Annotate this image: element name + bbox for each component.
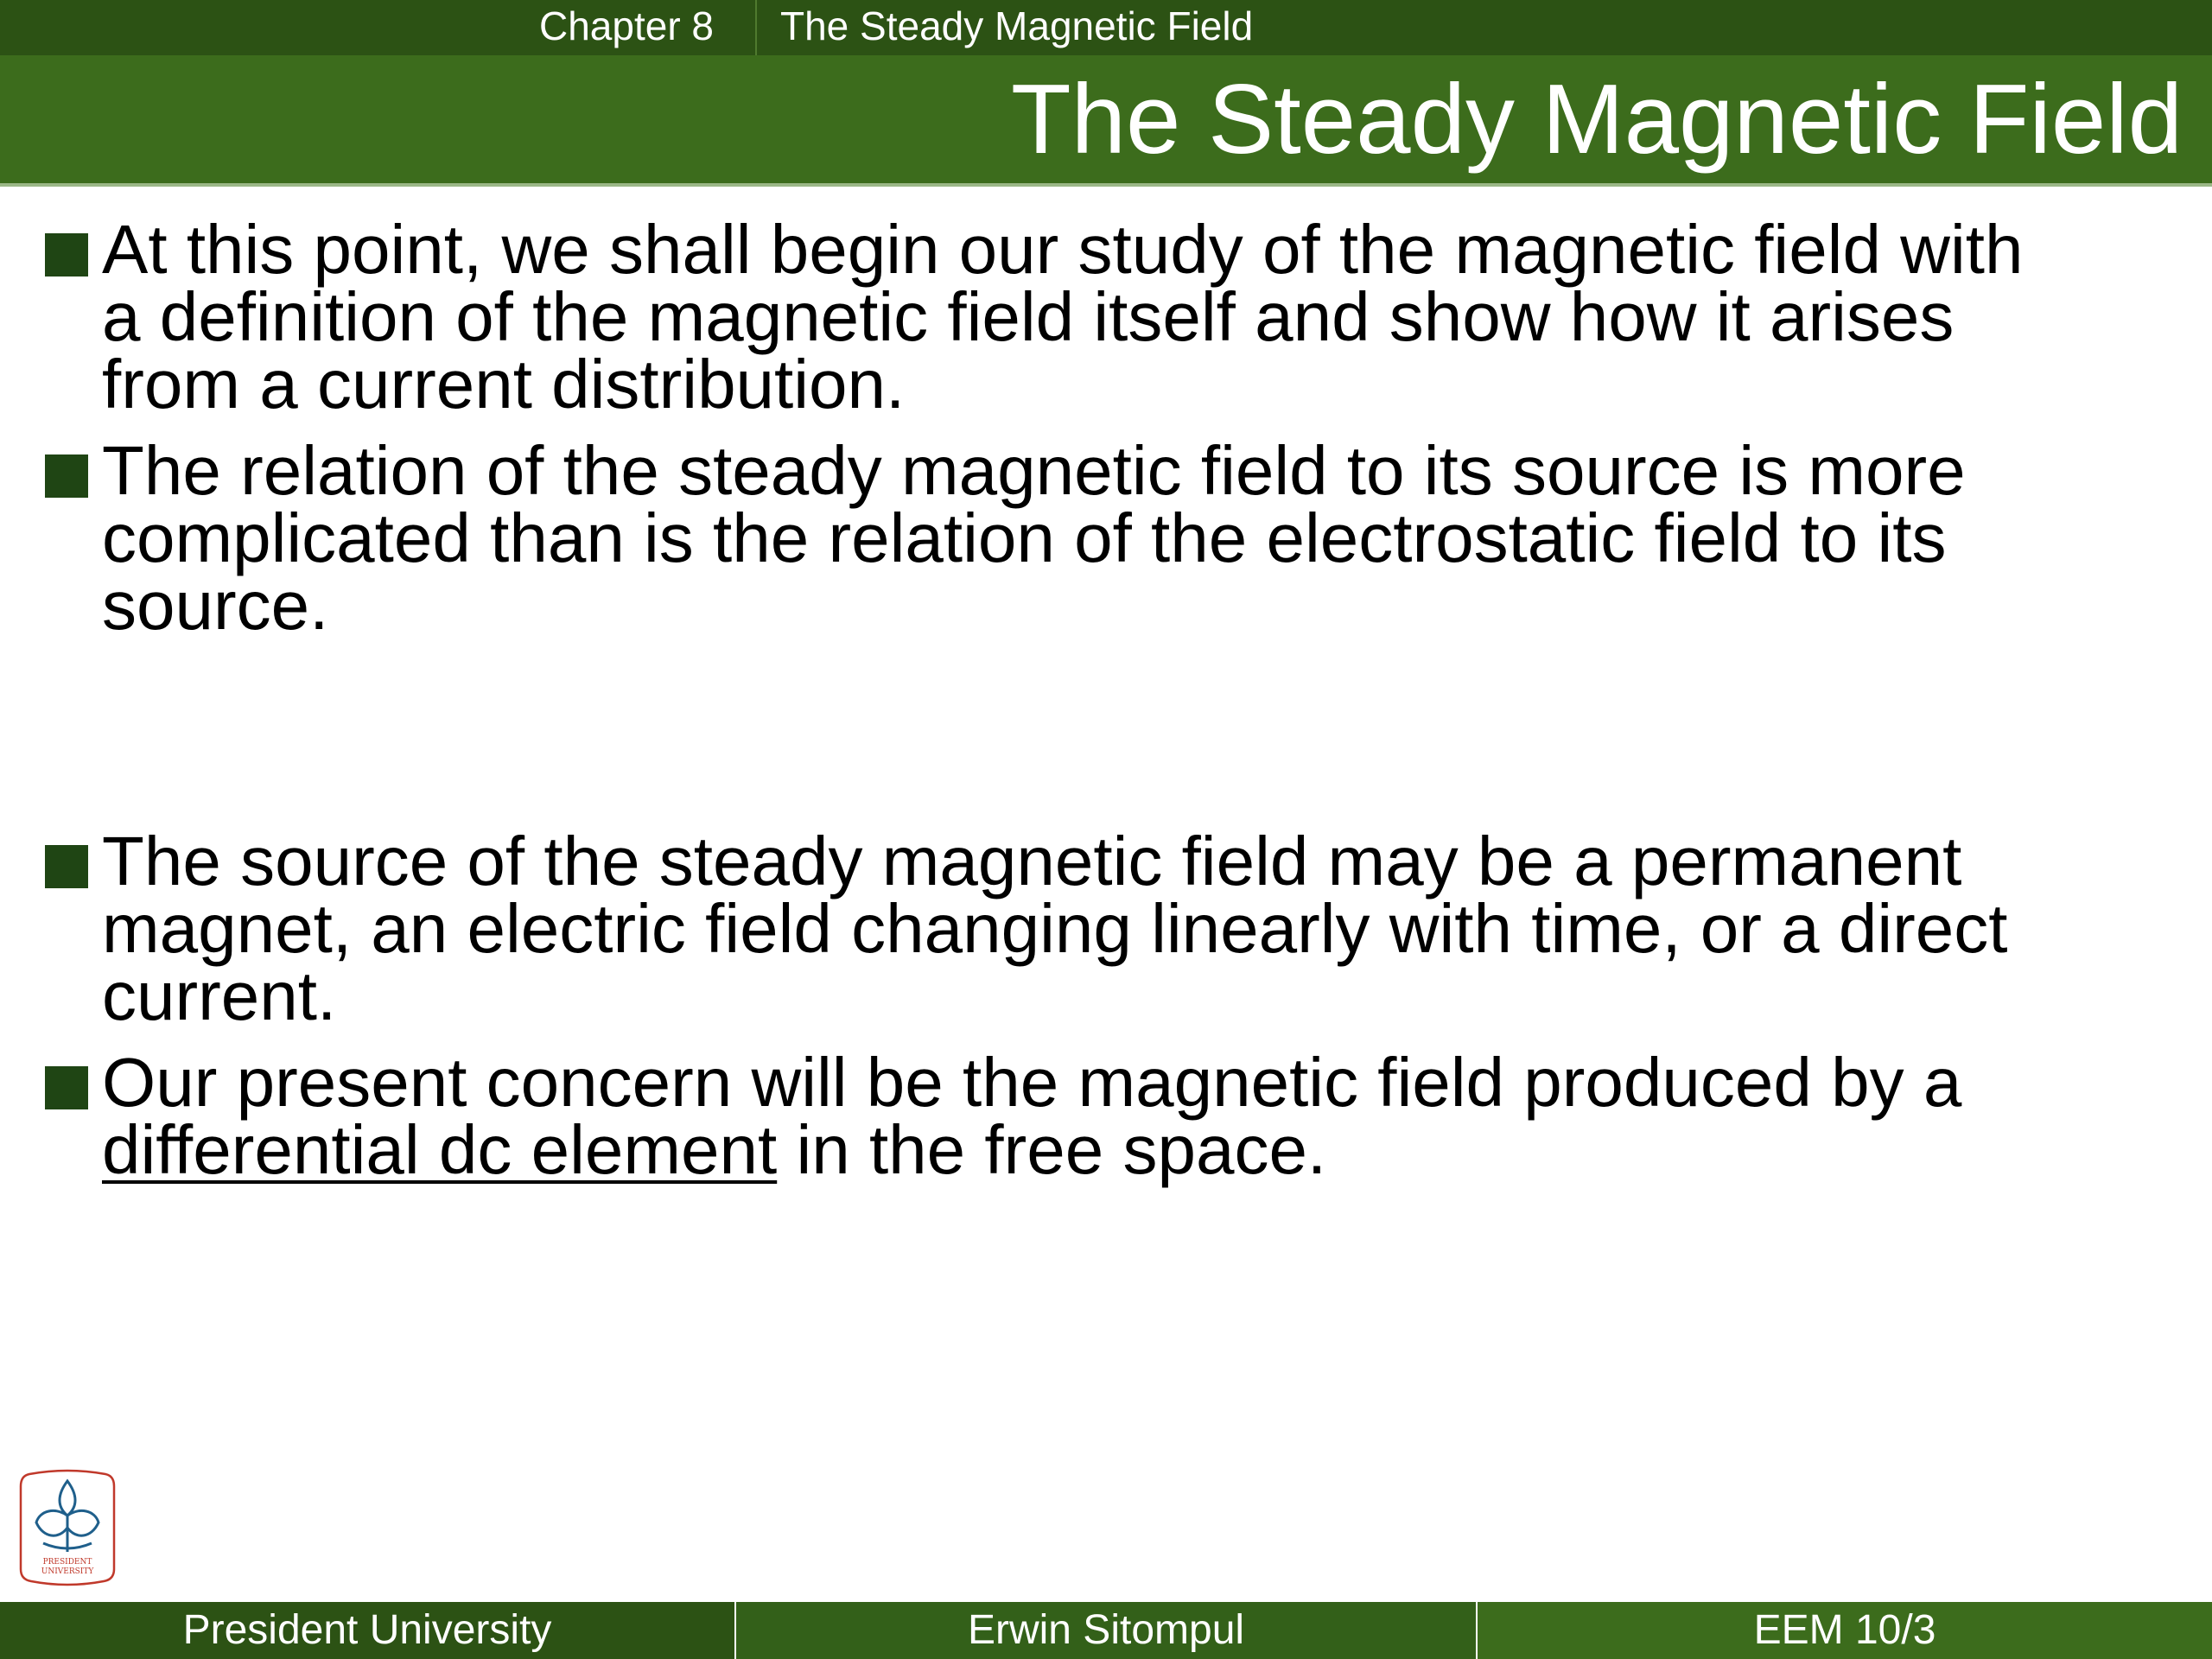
underlined-term: differential dc element bbox=[102, 1111, 778, 1188]
footer-bar bbox=[0, 1602, 2212, 1659]
footer-institution: President University bbox=[0, 1602, 734, 1659]
section-label[interactable]: The Steady Magnetic Field bbox=[780, 3, 1254, 48]
logo-text-line1: PRESIDENT bbox=[42, 1558, 92, 1567]
bullet-square-icon bbox=[45, 233, 88, 276]
bullet-square-icon bbox=[45, 454, 88, 498]
bullet-text-before: Our present concern will be the magnetic field produced by a bbox=[102, 1044, 1962, 1121]
header-divider bbox=[755, 0, 757, 55]
chapter-label[interactable]: Chapter 8 bbox=[538, 3, 714, 48]
bullet-text bbox=[102, 1044, 2193, 1188]
logo-text-line2: UNIVERSITY bbox=[41, 1567, 94, 1576]
footer-author: Erwin Sitompul bbox=[736, 1602, 1476, 1659]
title-bar bbox=[0, 55, 2212, 185]
footer-course-page: EEM 10/3 bbox=[1478, 1602, 2212, 1659]
slide-title: The Steady Magnetic Field bbox=[1010, 65, 2183, 175]
bullet-text: At this point, we shall begin our study of the magnetic field with a definition of the magnetic field itself and show how it arises from a current distribution. bbox=[102, 211, 2024, 423]
bullet-square-icon bbox=[45, 1066, 88, 1109]
bullet-text: The source of the steady magnetic field may be a permanent magnet, an electric field changing linearly with time, or a direct current. bbox=[102, 823, 2008, 1034]
header-bar bbox=[0, 0, 2212, 55]
president-university-logo-icon bbox=[17, 1469, 118, 1586]
bullet-text-after: in the free space. bbox=[777, 1111, 1327, 1188]
bullet-square-icon bbox=[45, 845, 88, 888]
title-divider bbox=[0, 183, 2212, 187]
bullet-text: The relation of the steady magnetic field to its source is more complicated than is the relation of the electrostatic field to its source. bbox=[102, 432, 1966, 644]
